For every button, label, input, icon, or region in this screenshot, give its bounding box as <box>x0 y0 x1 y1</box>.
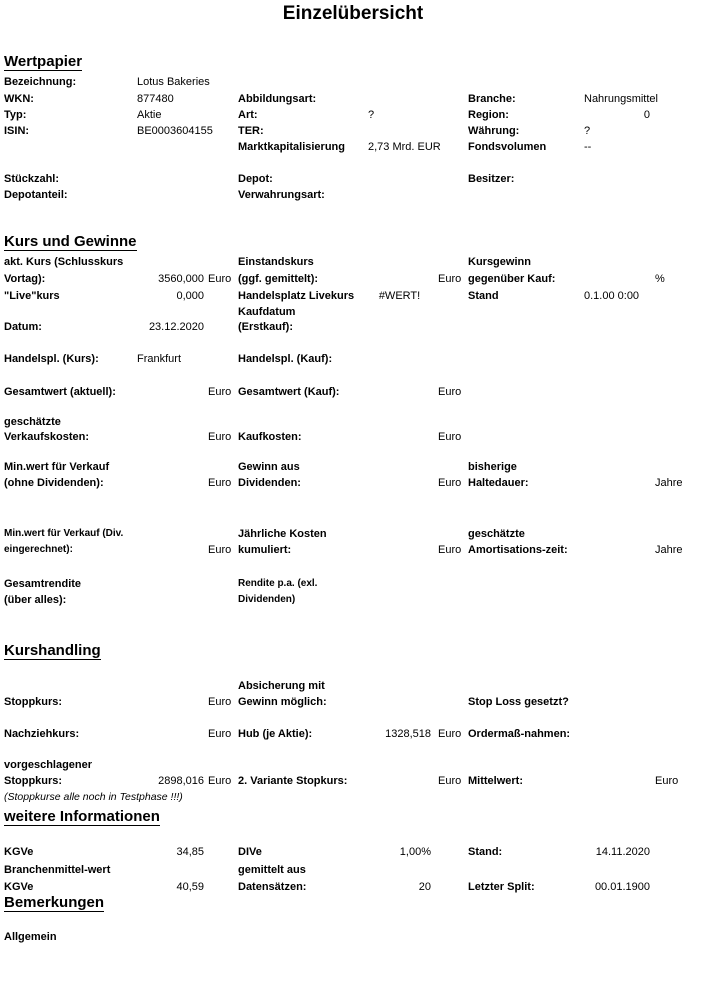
stand-info-value: 14.11.2020 <box>595 846 650 858</box>
wkn-value: 877480 <box>137 93 174 105</box>
livekurs-label: "Live"kurs <box>4 290 60 302</box>
row-wkn-branche <box>0 91 706 107</box>
akt-kurs-label-1: akt. Kurs (Schlusskurs <box>4 256 124 268</box>
letzter-split-label: Letzter Split: <box>468 881 535 893</box>
gesamtwert-kauf-unit: Euro <box>438 386 462 398</box>
handelspl-kurs-value: Frankfurt <box>137 353 182 365</box>
stop-loss-label: Stop Loss gesetzt? <box>468 696 569 708</box>
stoppkurs-unit: Euro <box>208 696 232 708</box>
akt-kurs-unit: Euro <box>208 273 232 285</box>
mittelwert-label: Mittelwert: <box>468 775 523 787</box>
ter-label: TER: <box>238 125 264 137</box>
row-allgemein <box>0 929 706 945</box>
row-bezeichnung <box>0 74 706 90</box>
datum-value: 23.12.2020 <box>148 321 204 333</box>
akt-kurs-value: 3560,000 <box>158 273 204 285</box>
section-heading-kurshandling: Kurshandling <box>4 642 101 659</box>
row-kosten <box>0 429 706 445</box>
kgve-label: KGVe <box>4 846 34 858</box>
nachziehkurs-unit: Euro <box>208 728 232 740</box>
branchenmittel-value: 40,59 <box>176 881 204 893</box>
kgve-value: 34,85 <box>176 846 204 858</box>
verkaufskosten-label-2: Verkaufskosten: <box>4 431 89 443</box>
variante2-label: 2. Variante Stopkurs: <box>238 775 348 787</box>
typ-value: Aktie <box>137 109 162 121</box>
ordermassnahmen-label: Ordermaß-nahmen: <box>468 728 571 740</box>
einstandskurs-label-2: (ggf. gemittelt): <box>238 273 319 285</box>
row-datum-erstkauf <box>0 319 706 335</box>
depot-label: Depot: <box>238 173 273 185</box>
gesamtwert-aktuell-unit: Euro <box>208 386 232 398</box>
einstandskurs-label-1: Einstandskurs <box>238 256 314 268</box>
row-branchenmittel-2 <box>0 879 706 895</box>
akt-kurs-label-2: Vortag): <box>4 273 46 285</box>
fondsvolumen-value: -- <box>584 141 592 153</box>
section-heading-wertpapier: Wertpapier <box>4 53 83 70</box>
minwert-div-unit: Euro <box>208 544 232 556</box>
row-vorgeschlagener-1 <box>0 757 706 773</box>
row-branchenmittel-1 <box>0 862 706 878</box>
row-kurs-labels-1 <box>0 254 706 270</box>
row-stueckzahl-depot-besitzer <box>0 171 706 187</box>
gewinn-dividenden-unit: Euro <box>438 477 462 489</box>
handelspl-kurs-label: Handelspl. (Kurs): <box>4 353 99 365</box>
dive-value: 1,00% <box>399 846 431 858</box>
section-heading-bemerkungen: Bemerkungen <box>4 894 105 911</box>
branche-label: Branche: <box>468 93 516 105</box>
rendite-pa-label-1: Rendite p.a. (exl. <box>238 578 318 589</box>
vorgeschlagener-value: 2898,016 <box>158 775 204 787</box>
stueckzahl-label: Stückzahl: <box>4 173 60 185</box>
row-typ-region <box>0 107 706 123</box>
fondsvolumen-label: Fondsvolumen <box>468 141 547 153</box>
rendite-pa-label-2: Dividenden) <box>238 594 296 605</box>
besitzer-label: Besitzer: <box>468 173 515 185</box>
section-heading-weitere-informationen: weitere Informationen <box>4 808 160 825</box>
kursgewinn-label-2: gegenüber Kauf: <box>468 273 556 285</box>
hub-unit: Euro <box>438 728 462 740</box>
gemittelt-value: 20 <box>418 881 431 893</box>
kaufdatum-label-1: Kaufdatum <box>238 306 296 318</box>
kaufkosten-label: Kaufkosten: <box>238 431 302 443</box>
bezeichnung-value: Lotus Bakeries <box>137 76 210 88</box>
vorgeschlagener-unit: Euro <box>208 775 232 787</box>
haltedauer-unit: Jahre <box>655 477 683 489</box>
row-isin-waehrung <box>0 123 706 139</box>
vorgeschlagener-label-1: vorgeschlagener <box>4 759 93 771</box>
kursgewinn-label-1: Kursgewinn <box>468 256 531 268</box>
row-gesamtrendite-1 <box>0 576 706 592</box>
row-minwert-div-labels-1 <box>0 526 706 542</box>
row-kgve-dive-stand <box>0 844 706 860</box>
gesamtrendite-label-1: Gesamtrendite <box>4 578 82 590</box>
art-value: ? <box>368 109 375 121</box>
stand-value: 0.1.00 0:00 <box>584 290 640 302</box>
row-absicherung-1 <box>0 678 706 694</box>
branche-value: Nahrungsmittel <box>584 93 658 105</box>
gemittelt-label-2: Datensätzen: <box>238 881 307 893</box>
row-stoppkurs <box>0 694 706 710</box>
depotanteil-label: Depotanteil: <box>4 189 68 201</box>
amortisation-label-1: geschätzte <box>468 528 525 540</box>
minwert-label-1: Min.wert für Verkauf <box>4 461 110 473</box>
row-geschaetzte <box>0 414 706 430</box>
dive-label: DIVe <box>238 846 262 858</box>
jaehrliche-kosten-label-2: kumuliert: <box>238 544 292 556</box>
kaufdatum-label-2: (Erstkauf): <box>238 321 294 333</box>
row-gesamtrendite-2 <box>0 592 706 608</box>
page-title: Einzelübersicht <box>282 3 424 24</box>
verwahrungsart-label: Verwahrungsart: <box>238 189 325 201</box>
row-gesamtwert <box>0 384 706 400</box>
row-depotanteil-verwahrungsart <box>0 187 706 203</box>
vorgeschlagener-label-2: Stoppkurs: <box>4 775 63 787</box>
jaehrliche-kosten-label-1: Jährliche Kosten <box>238 528 327 540</box>
minwert-label-2: (ohne Dividenden): <box>4 477 104 489</box>
row-minwert-haltedauer <box>0 475 706 491</box>
haltedauer-label-2: Haltedauer: <box>468 477 529 489</box>
wkn-label: WKN: <box>4 93 34 105</box>
row-vorgeschlagener-stoppkurs <box>0 773 706 789</box>
verkaufskosten-label-1: geschätzte <box>4 416 61 428</box>
gewinn-dividenden-label-2: Dividenden: <box>238 477 301 489</box>
testphase-note: (Stoppkurse alle noch in Testphase !!!) <box>4 791 183 803</box>
letzter-split-value: 00.01.1900 <box>594 881 650 893</box>
hub-value: 1328,518 <box>385 728 431 740</box>
waehrung-label: Währung: <box>468 125 520 137</box>
kursgewinn-unit: % <box>655 273 665 285</box>
row-minwert-labels-1 <box>0 459 706 475</box>
row-nachziehkurs-hub <box>0 726 706 742</box>
region-label: Region: <box>468 109 509 121</box>
row-livekurs-stand <box>0 288 706 304</box>
einstandskurs-unit: Euro <box>438 273 462 285</box>
haltedauer-label-1: bisherige <box>468 461 517 473</box>
nachziehkurs-label: Nachziehkurs: <box>4 728 80 740</box>
row-handelsplatz <box>0 351 706 367</box>
verkaufskosten-unit: Euro <box>208 431 232 443</box>
absicherung-label-1: Absicherung mit <box>238 680 325 692</box>
row-minwert-div-amortisation <box>0 542 706 558</box>
datum-label: Datum: <box>4 321 42 333</box>
handelspl-kauf-label: Handelspl. (Kauf): <box>238 353 333 365</box>
handelsplatz-livekurs-value: #WERT! <box>378 290 421 302</box>
bezeichnung-label: Bezeichnung: <box>4 76 77 88</box>
stand-label: Stand <box>468 290 499 302</box>
mittelwert-unit: Euro <box>655 775 679 787</box>
gewinn-dividenden-label-1: Gewinn aus <box>238 461 300 473</box>
isin-label: ISIN: <box>4 125 30 137</box>
gesamtrendite-label-2: (über alles): <box>4 594 67 606</box>
waehrung-value: ? <box>584 125 591 137</box>
abbildungsart-label: Abbildungsart: <box>238 93 317 105</box>
stoppkurs-label: Stoppkurs: <box>4 696 63 708</box>
row-vortag-kurs <box>0 271 706 287</box>
section-heading-kurs-und-gewinne: Kurs und Gewinne <box>4 233 137 250</box>
minwert-div-label-2: eingerechnet): <box>4 544 73 555</box>
minwert-div-label-1: Min.wert für Verkauf (Div. <box>4 528 124 539</box>
gesamtwert-kauf-label: Gesamtwert (Kauf): <box>238 386 340 398</box>
branchenmittel-label-1: Branchenmittel-wert <box>4 864 111 876</box>
art-label: Art: <box>238 109 258 121</box>
minwert-unit: Euro <box>208 477 232 489</box>
branchenmittel-label-2: KGVe <box>4 881 34 893</box>
variante2-unit: Euro <box>438 775 462 787</box>
marktkap-label: Marktkapitalisierung <box>238 141 345 153</box>
livekurs-value: 0,000 <box>176 290 204 302</box>
amortisation-unit: Jahre <box>655 544 683 556</box>
region-value: 0 <box>643 109 650 121</box>
gesamtwert-aktuell-label: Gesamtwert (aktuell): <box>4 386 116 398</box>
row-testphase-note <box>0 789 706 805</box>
jaehrliche-kosten-unit: Euro <box>438 544 462 556</box>
hub-label: Hub (je Aktie): <box>238 728 313 740</box>
kaufkosten-unit: Euro <box>438 431 462 443</box>
row-kaufdatum <box>0 304 706 320</box>
row-marktkap-fondsvolumen <box>0 139 706 155</box>
stand-info-label: Stand: <box>468 846 503 858</box>
isin-value: BE0003604155 <box>137 125 213 137</box>
typ-label: Typ: <box>4 109 27 121</box>
absicherung-label-2: Gewinn möglich: <box>238 696 327 708</box>
marktkap-value: 2,73 Mrd. EUR <box>368 141 441 153</box>
handelsplatz-livekurs-label: Handelsplatz Livekurs <box>238 290 355 302</box>
gemittelt-label-1: gemittelt aus <box>238 864 306 876</box>
amortisation-label-2: Amortisations-zeit: <box>468 544 568 556</box>
allgemein-label: Allgemein <box>4 931 57 943</box>
